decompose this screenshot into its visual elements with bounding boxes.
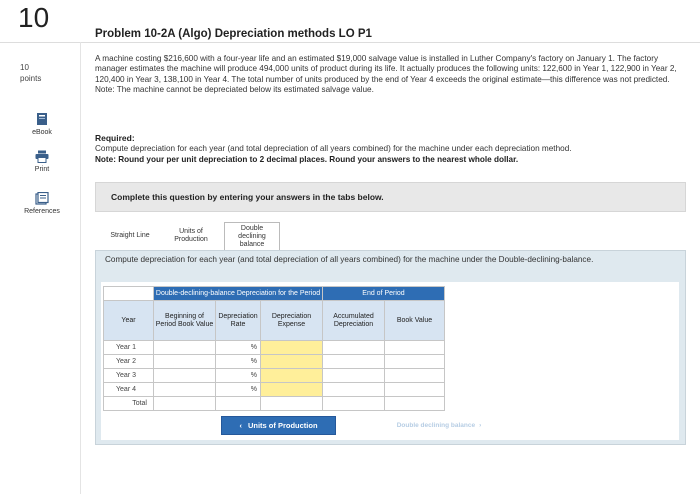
next-tab-label: Double declining balance	[396, 422, 476, 429]
total-blank	[154, 397, 216, 411]
col-beginning: Beginning of Period Book Value	[154, 301, 216, 341]
row-label: Year 3	[104, 369, 154, 383]
expense-input[interactable]	[261, 383, 323, 397]
tab-straight-line[interactable]	[102, 222, 158, 250]
total-blank	[323, 397, 385, 411]
points-value: 10	[20, 63, 29, 72]
tab-double-declining-label: Double declining balance	[238, 224, 266, 248]
expense-input[interactable]	[261, 355, 323, 369]
col-year: Year	[104, 301, 154, 341]
tab-units-of-production-label: Units of Production	[174, 228, 208, 243]
total-blank	[216, 397, 261, 411]
expense-input[interactable]	[261, 341, 323, 355]
group-header-period: Double-declining-balance Depreciation for the Period	[154, 287, 323, 301]
accumulated-input[interactable]	[323, 369, 385, 383]
row-label: Year 4	[104, 383, 154, 397]
total-blank	[385, 397, 445, 411]
print-icon	[35, 150, 49, 163]
col-book: Book Value	[385, 301, 445, 341]
references-icon	[35, 192, 49, 205]
prev-tab-button[interactable]	[221, 416, 336, 435]
required-note: Note: Round your per unit depreciation to 2 decimal places. Round your answers to the nearest whole dollar.	[95, 155, 519, 164]
beginning-input[interactable]	[154, 383, 216, 397]
rate-input[interactable]: %	[216, 383, 261, 397]
tab-straight-line-label: Straight Line	[110, 232, 150, 239]
row-label: Year 1	[104, 341, 154, 355]
book-value-input[interactable]	[385, 369, 445, 383]
total-label: Total	[104, 397, 154, 411]
chevron-right-icon: ›	[479, 422, 482, 429]
table-row	[104, 341, 445, 355]
corner-cell	[104, 287, 154, 301]
header-divider	[0, 42, 700, 43]
total-expense-input[interactable]	[261, 397, 323, 411]
instructions-banner	[95, 182, 686, 212]
ebook-button[interactable]	[22, 112, 62, 136]
problem-title: Problem 10-2A (Algo) Depreciation methods LO P1	[95, 28, 372, 40]
accumulated-input[interactable]	[323, 355, 385, 369]
book-value-input[interactable]	[385, 383, 445, 397]
accumulated-input[interactable]	[323, 383, 385, 397]
rate-input[interactable]: %	[216, 369, 261, 383]
book-value-input[interactable]	[385, 355, 445, 369]
col-accumulated: Accumulated Depreciation	[323, 301, 385, 341]
required-text: Compute depreciation for each year (and total depreciation of all years combined) for the machine under each depreciation method.	[95, 144, 572, 153]
points-box	[20, 62, 41, 84]
tab-units-of-production[interactable]	[162, 222, 220, 250]
references-label: References	[24, 208, 60, 215]
ebook-icon	[36, 112, 48, 126]
beginning-input[interactable]	[154, 369, 216, 383]
table-row	[104, 355, 445, 369]
table-row	[104, 383, 445, 397]
rate-input[interactable]: %	[216, 355, 261, 369]
ebook-label: eBook	[32, 129, 52, 136]
row-label: Year 2	[104, 355, 154, 369]
table-row	[104, 369, 445, 383]
problem-text: A machine costing $216,600 with a four-year life and an estimated $19,000 salvage value is installed in Luther Company's factory on January 1. The factory manager estimates the machine will produce 494,000 units of product during its life. It actually produces the following units: 122,600 in Year 1, 122,900 in Year 2, 120,400 in Year 3, 138,100 in Year 4. The total number of units produced by the end of Year 4 exceeds the original estimate—this difference was not predicted. Note: The machine cannot be depreciated below its estimated salvage value.	[95, 54, 677, 95]
beginning-input[interactable]	[154, 341, 216, 355]
print-button[interactable]	[22, 150, 62, 173]
prev-tab-label: Units of Production	[247, 421, 318, 430]
sidebar-divider	[80, 42, 81, 494]
tab-double-declining[interactable]	[224, 222, 280, 250]
points-label: points	[20, 74, 42, 83]
col-expense: Depreciation Expense	[261, 301, 323, 341]
banner-text: Complete this question by entering your answers in the tabs below.	[111, 192, 384, 202]
next-tab-button[interactable]	[369, 416, 509, 435]
question-number: 10	[18, 2, 50, 33]
total-row	[104, 397, 445, 411]
references-button[interactable]	[18, 192, 66, 215]
accumulated-input[interactable]	[323, 341, 385, 355]
col-rate: Depreciation Rate	[216, 301, 261, 341]
group-header-end: End of Period	[323, 287, 445, 301]
chevron-left-icon: ‹	[239, 421, 242, 430]
ddb-table	[103, 286, 445, 411]
required-heading: Required:	[95, 133, 135, 143]
rate-input[interactable]: %	[216, 341, 261, 355]
print-label: Print	[34, 166, 50, 173]
expense-input[interactable]	[261, 369, 323, 383]
beginning-input[interactable]	[154, 355, 216, 369]
book-value-input[interactable]	[385, 341, 445, 355]
panel-description: Compute depreciation for each year (and total depreciation of all years combined) for the machine under the Double-declining-balance.	[105, 255, 594, 264]
